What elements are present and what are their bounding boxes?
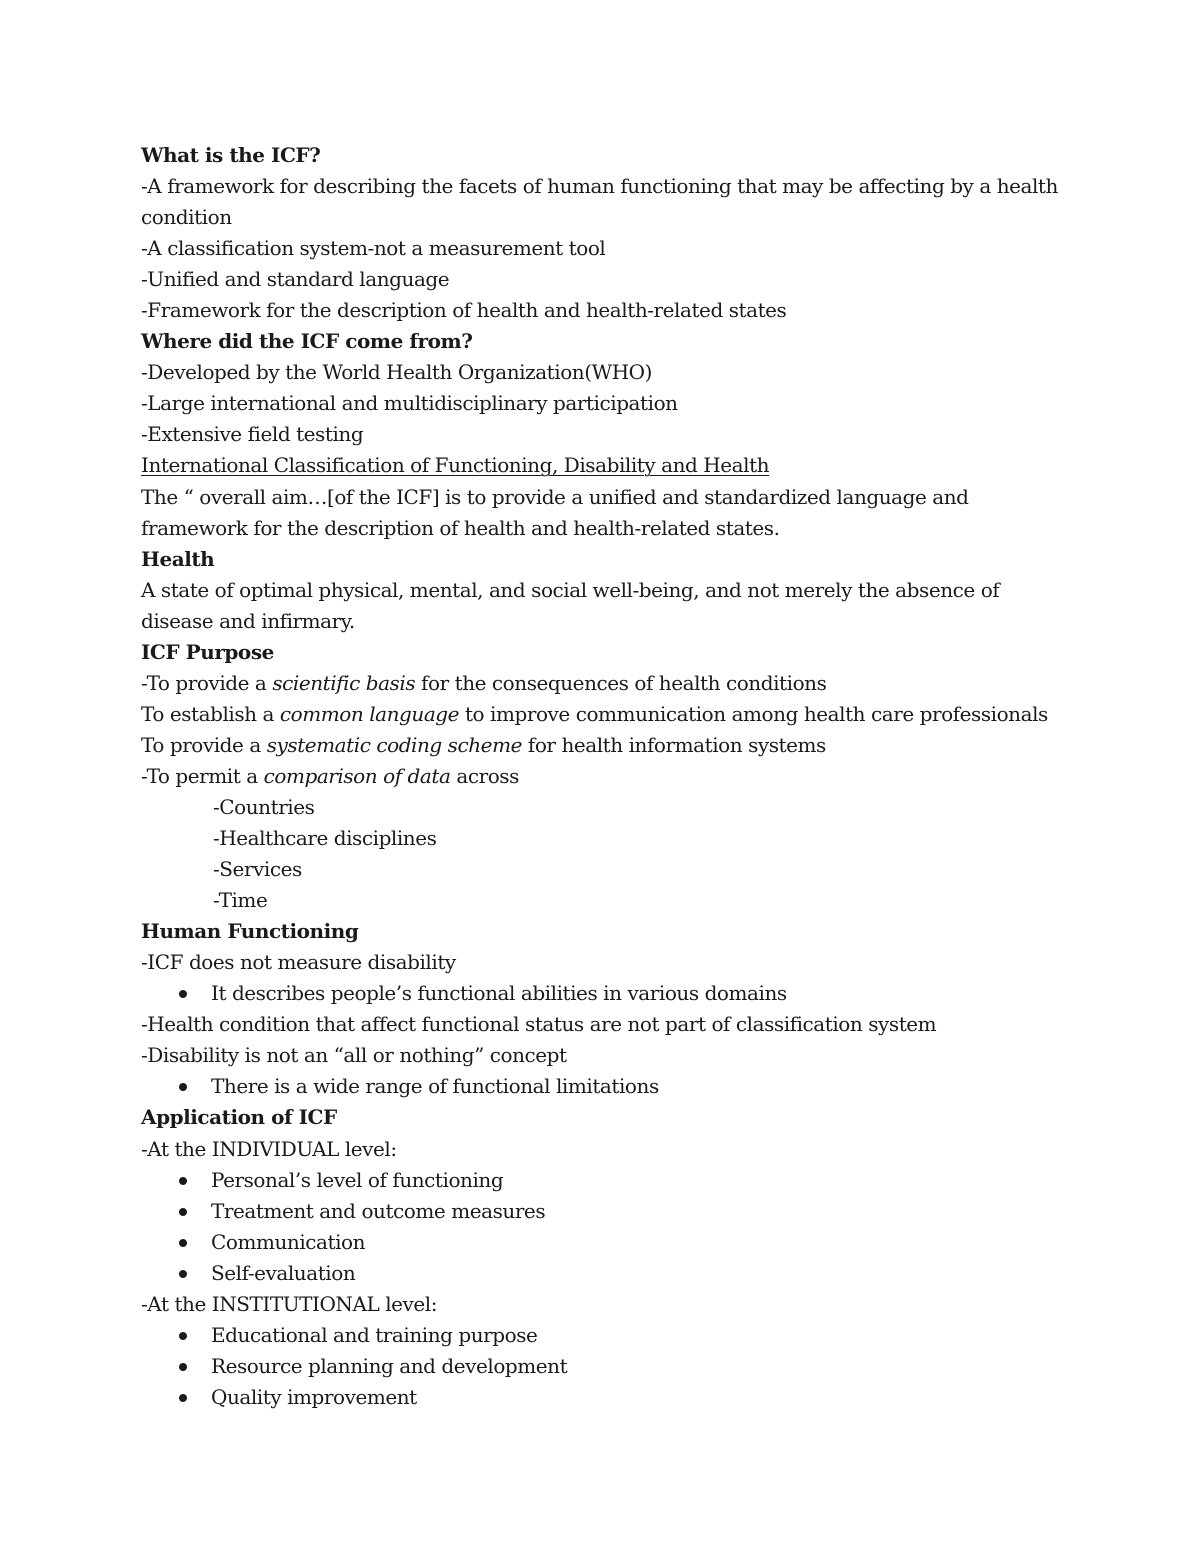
individual-level-label: -At the INDIVIDUAL level: [141, 1136, 397, 1161]
purpose-item: -To provide a scientific basis for the consequences of health conditions [141, 670, 827, 695]
bullet-icon [179, 1332, 187, 1340]
bullet-icon [179, 1083, 187, 1091]
bullet-icon [179, 1239, 187, 1247]
text-line: -Developed by the World Health Organization(WHO) [141, 360, 652, 385]
icf-full-name: International Classification of Functioning, Disability and Health [141, 453, 770, 478]
bullet-item: There is a wide range of functional limitations [141, 1071, 1071, 1102]
bullet-icon [179, 1394, 187, 1402]
bullet-icon [179, 1177, 187, 1185]
text-line: -ICF does not measure disability [141, 950, 456, 975]
heading-icf-purpose: ICF Purpose [141, 639, 274, 664]
purpose-item: To provide a systematic coding scheme for health information systems [141, 732, 826, 757]
bullet-icon [179, 1208, 187, 1216]
purpose-item: -To permit a comparison of data across [141, 763, 519, 788]
comparison-sub-item: -Healthcare disciplines [213, 826, 437, 851]
bullet-item: Personal’s level of functioning [141, 1165, 1071, 1196]
text-line: -Unified and standard language [141, 267, 450, 292]
icf-aim-paragraph: The “ overall aim…[of the ICF] is to provide a unified and standardized language and framework for the description of health and health-related states. [141, 484, 969, 540]
bullet-item: It describes people’s functional abilities in various domains [141, 978, 1071, 1009]
bullet-item: Educational and training purpose [141, 1320, 1071, 1351]
comparison-sub-item: -Countries [213, 794, 315, 819]
text-line: -A framework for describing the facets of human functioning that may be affecting by a health condition [141, 174, 1058, 230]
bullet-icon [179, 990, 187, 998]
bullet-item: Resource planning and development [141, 1351, 1071, 1382]
bullet-item: Communication [141, 1227, 1071, 1258]
heading-what-is-icf: What is the ICF? [141, 143, 321, 167]
heading-application-of-icf: Application of ICF [141, 1105, 337, 1130]
purpose-item: To establish a common language to improve communication among health care professionals [141, 701, 1048, 726]
bullet-item: Quality improvement [141, 1382, 1071, 1413]
text-line: -Health condition that affect functional status are not part of classification system [141, 1012, 937, 1037]
bullet-item: Treatment and outcome measures [141, 1196, 1071, 1227]
text-line: -A classification system-not a measurement tool [141, 236, 606, 261]
heading-human-functioning: Human Functioning [141, 919, 359, 944]
comparison-sub-item: -Services [213, 857, 302, 882]
institutional-level-label: -At the INSTITUTIONAL level: [141, 1291, 438, 1316]
bullet-icon [179, 1363, 187, 1371]
bullet-item: Self-evaluation [141, 1258, 1071, 1289]
document-page [141, 140, 1071, 1413]
text-line: -Framework for the description of health and health-related states [141, 298, 787, 323]
comparison-sub-item: -Time [213, 888, 268, 913]
health-definition: A state of optimal physical, mental, and social well-being, and not merely the absence of disease and infirmary. [141, 577, 1000, 633]
text-line: -Disability is not an “all or nothing” concept [141, 1043, 567, 1068]
bullet-icon [179, 1270, 187, 1278]
text-line: -Large international and multidisciplinary participation [141, 391, 678, 416]
heading-health: Health [141, 546, 215, 571]
heading-icf-origin: Where did the ICF come from? [141, 329, 473, 354]
text-line: -Extensive field testing [141, 422, 364, 447]
